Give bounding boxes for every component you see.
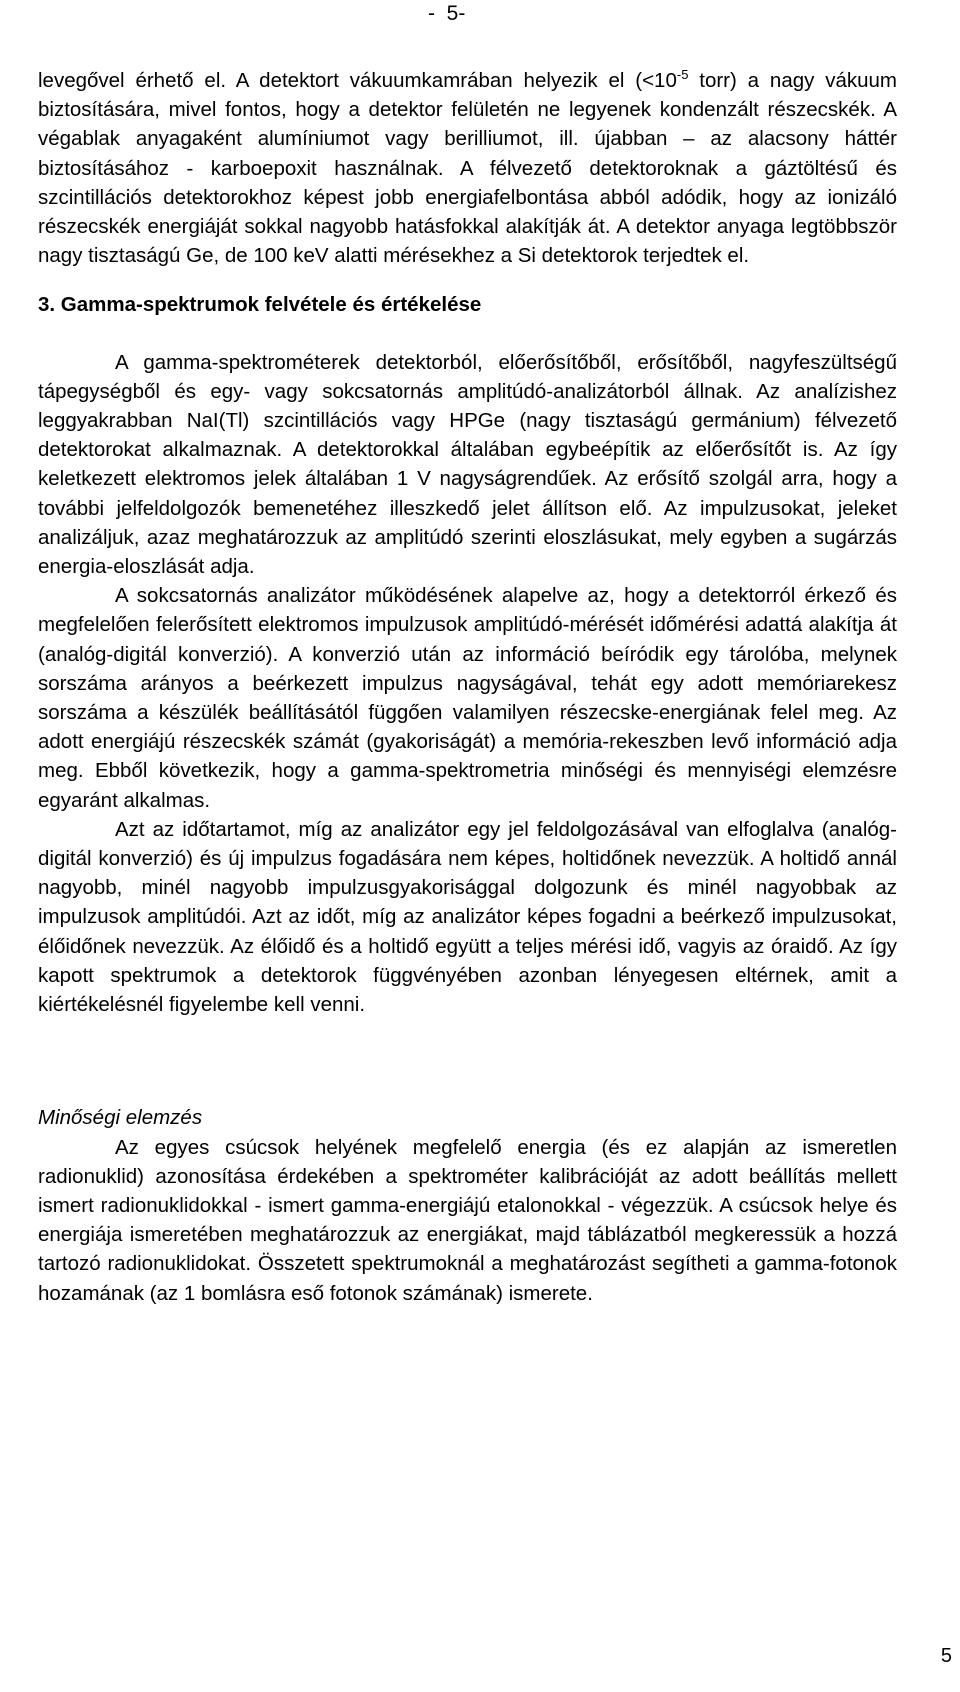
paragraph-spectrometers: A gamma-spektrométerek detektorból, előerősítőből, erősítőből, nagyfeszültségű tápegységből és egy- vagy sokcsatornás amplitúdó-analizátorból állnak. Az analízishez leggyakrabban NaI(Tl) szcintillációs vagy HPGe (nagy tisztaságú germánium) félvezető detektorokat alkalmaznak. A detektorokkal általában egybeépítik az előerősítőt is. Az így keletkezett elektromos jelek általában 1 V nagyságrendűek. Az erősítő szolgál arra, hogy a további jelfeldolgozók bemenetéhez illeszkedő jelet állítson elő. Az impulzusokat, jeleket analizáljuk, azaz meghatározzuk az amplitúdó szerinti eloszlásukat, mely egyben a sugárzás energia-eloszlását adja. (38, 350, 897, 579)
paragraph-dead-time: Azt az időtartamot, míg az analizátor egy jel feldolgozásával van elfoglalva (analóg-digitál konverzió) és új impulzus fogadására nem képes, holtidőnek nevezzük. A holtidő annál nagyobb, minél nagyobb impulzusgyakorisággal dolgozunk és minél nagyobbak az impulzusok amplitúdói. Azt az időt, míg az analizátor képes fogadni a beérkező impulzusokat, élőidőnek nevezzük. Az élőidő és a holtidő együtt a teljes mérési idő, vagyis az óraidő. Az így kapott spektrumok a detektorok függvényében azonban lényegesen eltérnek, amit a kiértékelésnél figyelembe kell venni. (38, 817, 897, 1017)
paragraph-detector-vacuum (38, 66, 897, 270)
section-heading: 3. Gamma-spektrumok felvétele és értékelése (38, 293, 482, 317)
exponent: -5 (676, 67, 689, 82)
paragraph-multichannel-analyzer: A sokcsatornás analizátor működésének alapelve az, hogy a detektorról érkező és megfelelően felerősített elektromos impulzusok amplitúdó-mérését időmérési adattá alakítja át (analóg-digitál konverzió). A konverzió után az információ beíródik egy tárolóba, melynek sorszáma arányos a beérkezett impulzus nagyságával, tehát egy adott memóriarekesz sorszáma a készülék beállításától függően valamilyen részecske-energiának felel meg. Az adott energiájú részecskék számát (gyakoriságát) a memória-rekeszben levő információ adja meg. Ebből következik, hogy a gamma-spektrometria minőségi és mennyiségi elemzésre egyaránt alkalmas. (38, 584, 897, 812)
paragraph-text: torr) a nagy vákuum biztosítására, mivel fontos, hogy a detektor felületén ne legyenek kondenzált részecskék. A végablak anyagaként alumíniumot vagy berilliumot, ill. újabban – az alacsony háttér biztosításához - karboepoxit használnak. A félvezető detektoroknak a gáztöltésű és szcintillációs detektorokhoz képest jobb energiafelbontása abból adódik, hogy az ionizáló részecskék energiáját sokkal nagyobb hatásfokkal alakítják át. A detektor anyaga legtöbbször nagy tisztaságú Ge, de 100 keV alatti mérésekhez a Si detektorok terjedtek el. (38, 69, 897, 268)
page-number: 5 (940, 1645, 952, 1667)
page-header-marker: - 5- (428, 2, 466, 25)
paragraph-text: levegővel érhető el. A detektort vákuumkamrában helyezik el (<10 (38, 69, 677, 92)
document-body (38, 66, 897, 1308)
subheading-qualitative-analysis: Minőségi elemzés (38, 1106, 203, 1130)
paragraph-calibration: Az egyes csúcsok helyének megfelelő energia (és ez alapján az ismeretlen radionuklid) azonosítása érdekében a spektrométer kalibrációját az adott beállítás mellett ismert radionuklidokkal - ismert gamma-energiájú etalonokkal - végezzük. A csúcsok helye és energiája ismeretében meghatározzuk az energiákat, majd táblázatból megkeressük a hozzá tartozó radionuklidokat. Összetett spektrumoknál a meghatározást segítheti a gamma-fotonok hozamának (az 1 bomlásra eső fotonok számának) ismerete. (38, 1135, 897, 1305)
